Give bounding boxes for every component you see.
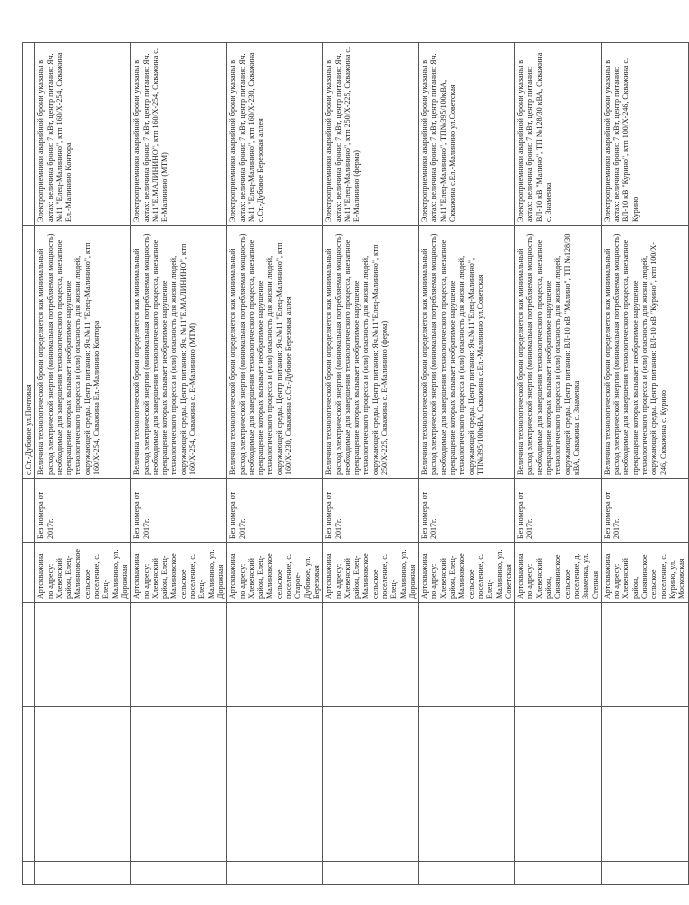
table-row	[515, 43, 602, 885]
table-row	[227, 43, 323, 885]
emergency-reserve-cell: Электроприемники аварийной брони указаны в актах: величина брони: 7 кВт, центр питания: Яч.№11 "Елец-Малинино", ктп 160/X-254, Скважина Ел.-Малинино Контора	[35, 43, 131, 226]
act-number-cell: Без номера от 2017г.	[515, 479, 602, 543]
tech-reserve-cell: Величина технологической брони определяется как минимальный расход электрической энергии (минимальная потребляемая мощность) необходимые для завершения технологического процесса, внезапное прекращение которых вызывает необратимое нарушение технологического процесса и (или) опасность для жизни людей, окружающей среды. Центр питания: Яч.№11 "Елец-Малинино", ктп 160/X-254, Скважина Ел.-Малинино Контора	[35, 226, 131, 479]
table-row	[131, 43, 227, 885]
object-cell: Артскважина по адресу: Хлевенский район, Елец-Малиновское сельское поселение, с. Елец-Малинино, ул. Советская	[419, 543, 515, 603]
act-number-cell: Без номера от 2017г.	[131, 479, 227, 543]
reserve-table-body	[23, 43, 689, 885]
act-number-cell: Без номера от 2017г.	[419, 479, 515, 543]
tech-reserve-cell: Величина технологической брони определяется как минимальный расход электрической энергии (минимальная потребляемая мощность) необходимые для завершения технологического процесса, внезапное прекращение которых вызывает необратимое нарушение технологического процесса и (или) опасность для жизни людей, окружающей среды. Центр питания: Яч. №11"Е.МАЛИНИНО", ктп 160/X-254, Скважина с. Е-Малинино (МТМ)	[131, 226, 227, 479]
act-number-cell: Без номера от 2017г.	[601, 479, 688, 543]
table-row	[601, 43, 688, 885]
object-cell: Артскважина по адресу: Хлевенский район, Елец-Малиновское сельское поселение, с. Старое-Дубовое, ул. Березовая	[227, 543, 323, 603]
emergency-reserve-cell: Электроприемники аварийной брони указаны в актах: величина брони: 7 кВт, центр питания: Яч.№11"Елец-Малинино", ктп 250/X-225, Скважина с. Е-Малинино (ферма)	[323, 43, 419, 226]
reserve-table	[22, 42, 689, 885]
table-row	[323, 43, 419, 885]
rotated-sheet	[22, 43, 687, 885]
object-cell: Артскважина по адресу: Хлевенский район, Елец-Малиновское сельское поселение, с. Елец-Малинино, ул. Дорожная	[323, 543, 419, 603]
tech-reserve-cell: Величина технологической брони определяется как минимальный расход электрической энергии (минимальная потребляемая мощность) необходимые для завершения технологического процесса, внезапное прекращение которых вызывает необратимое нарушение технологического процесса и (или) опасность для жизни людей, окружающей среды. Центр питания: Яч.№11 "Елец-Малинино", ктп 160/X-230, Скважина с.Ст.-Дубовое Березовая аллея	[227, 226, 323, 479]
emergency-reserve-cell: Электроприемники аварийной брони указаны в актах: величина брони: 7 кВт, центр питания: ВЛ-10 кВ "Малино", ТП №128/30 кВА, Скважина с. Знаменка	[515, 43, 602, 226]
emergency-reserve-cell: Электроприемники аварийной брони указаны в актах: величина брони: 7 кВт, центр питания: ВЛ-10 кВ "Курино", ктп 100/X-246, Скважина с. Курино	[601, 43, 688, 226]
object-cell: Артскважина по адресу: Хлевенский район, Синявинское сельское поселение, д. Знаменка, ул. Степная	[515, 543, 602, 603]
object-cell: Артскважина по адресу: Хлевенский район, Елец-Малинновское сельское поселение, с. Елец-Малинино, ул. Дорожная	[35, 543, 131, 603]
carry-over-row	[23, 43, 35, 885]
emergency-reserve-cell: Электроприемники аварийной брони указаны в актах: величина брони: 7 кВт, центр питания: Яч.№11"Елец-Малинино", ТП№395/100кВА, Скважина с.Ел.-Малинино ул.Советская	[419, 43, 515, 226]
act-number-cell: Без номера от 2017г.	[323, 479, 419, 543]
tech-reserve-cell: Величина технологической брони определяется как минимальный расход электрической энергии (минимальная потребляемая мощность) необходимые для завершения технологического процесса, внезапное прекращение которых вызывает необратимое нарушение технологического процесса и (или) опасность для жизни людей, окружающей среды. Центр питания: ВЛ-10 кВ "Малино", ТП №128/30 кВА, Скважина с. Знаменка	[515, 226, 602, 479]
table-row	[419, 43, 515, 885]
table-row	[35, 43, 131, 885]
tech-reserve-cell: Величина технологической брони определяется как минимальный расход электрической энергии (минимальная потребляемая мощность) необходимые для завершения технологического процесса, внезапное прекращение которых вызывает необратимое нарушение технологического процесса и (или) опасность для жизни людей, окружающей среды. Центр питания: ВЛ-10 кВ "Курино", ктп 100/X-246, Скважина с. Курино	[601, 226, 688, 479]
act-number-cell: Без номера от 2017г.	[227, 479, 323, 543]
emergency-reserve-cell: Электроприемники аварийной брони указаны в актах: величина брони: 7 кВт, центр питания: Яч. №11"Е.МАЛИНИНО", ктп 160/X-254, Скважина с. Е-Малинино (МТМ)	[131, 43, 227, 226]
act-number-cell: Без номера от 2017г.	[35, 479, 131, 543]
tech-reserve-cell: Величина технологической брони определяется как минимальный расход электрической энергии (минимальная потребляемая мощность) необходимые для завершения технологического процесса, внезапное прекращение которых вызывает необратимое нарушение технологического процесса и (или) опасность для жизни людей, окружающей среды. Центр питания: Яч.№11"Елец-Малинино", ТП№395/100кВА, Скважина с.Ел.-Малинино ул.Советская	[419, 226, 515, 479]
object-cell: Артскважина по адресу: Хлевенский район, Синявинское сельское поселение, с. Курино, ул. Московская	[601, 543, 688, 603]
emergency-reserve-cell: Электроприемники аварийной брони указаны в актах: величина брони: 7 кВт, центр питания: Яч.№11 "Елец-Малинино", ктп 160/X-230, Скважина с.Ст.-Дубовое Березовая аллея	[227, 43, 323, 226]
tech-reserve-cell: Величина технологической брони определяется как минимальный расход электрической энергии (минимальная потребляемая мощность) необходимые для завершения технологического процесса, внезапное прекращение которых вызывает необратимое нарушение технологического процесса и (или) опасность для жизни людей, окружающей среды. Центр питания: Яч.№11"Елец-Малинино", ктп 250/X-225, Скважина с. Е-Малинино (ферма)	[323, 226, 419, 479]
carry-over-cell: с.Ст.-Дубовое ул.Почтовая	[23, 226, 35, 479]
object-cell: Артскважина по адресу: Хлевенский район, Елец-Малиновское сельское поселение, с. Елец-Малинино, ул. Дорожная	[131, 543, 227, 603]
